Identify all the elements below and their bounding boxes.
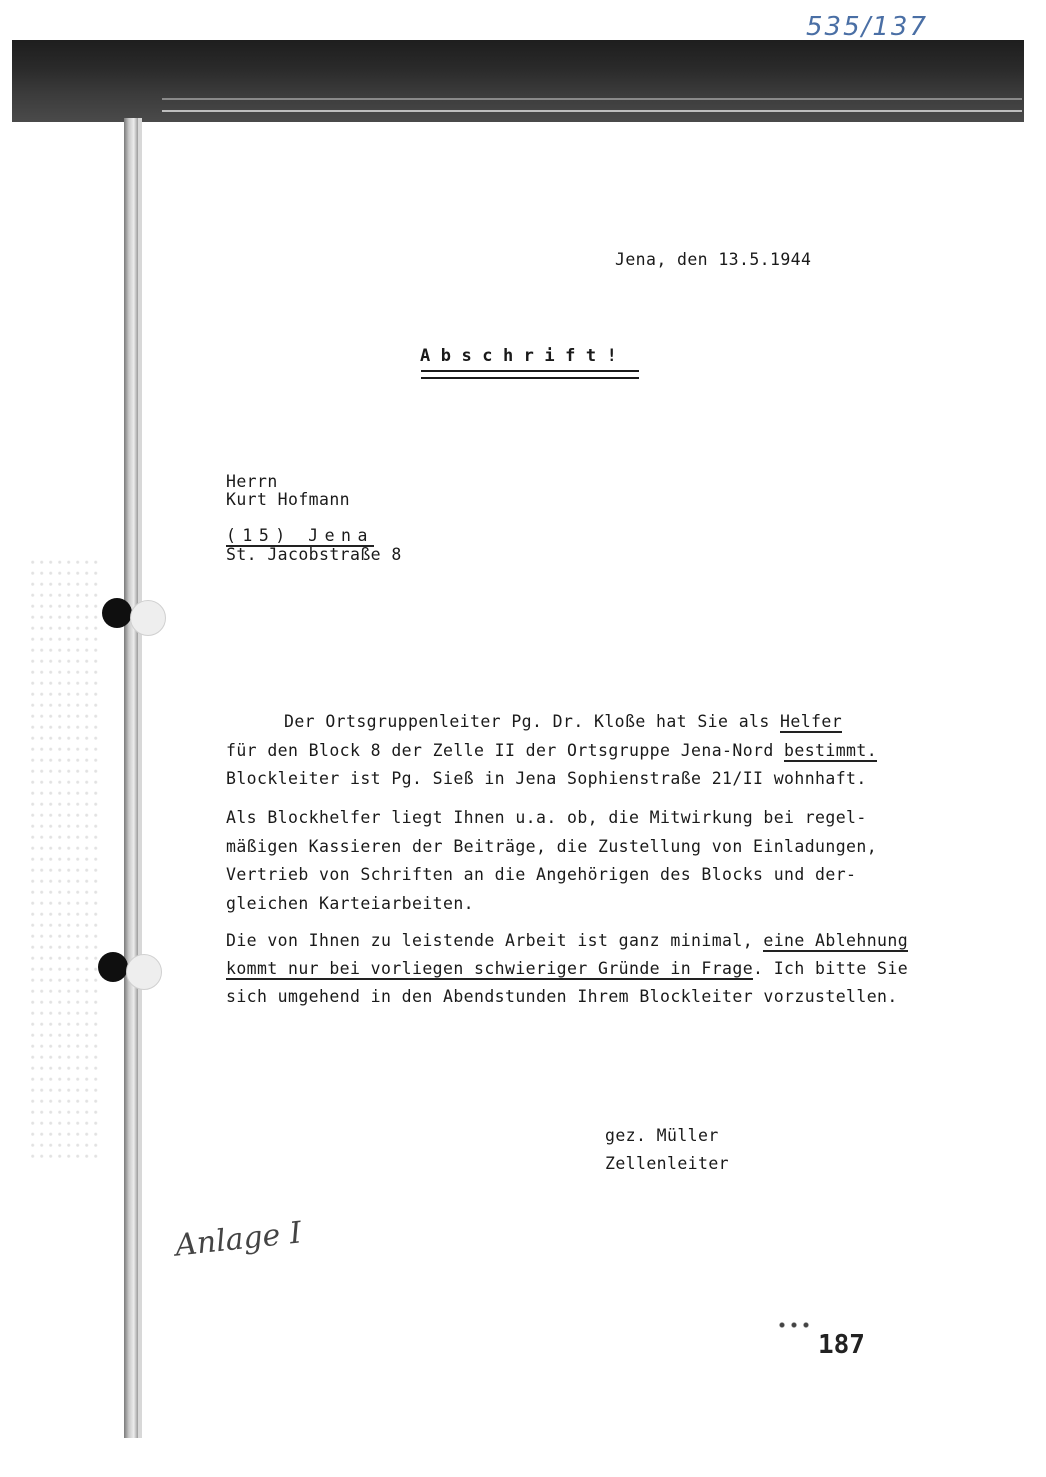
helfer-underlined: Helfer [780, 712, 843, 731]
punch-hole-ghost-top [130, 600, 166, 636]
heading-double-underline [421, 370, 639, 379]
recipient-salutation: Herrn [226, 472, 278, 491]
bestimmt-underlined: bestimmt. [784, 741, 878, 760]
body-p3-line1-text: Die von Ihnen zu leistende Arbeit ist ganz minimal, [226, 931, 764, 950]
body-p3-line2 [226, 959, 908, 978]
recipient-street: St. Jacobstraße 8 [226, 545, 402, 564]
body-p1-line2 [226, 741, 877, 760]
punch-hole-top [102, 598, 132, 628]
punch-hole-ghost-bottom [126, 954, 162, 990]
signature-name: gez. Müller [605, 1126, 719, 1145]
recipient-city-underlined: (15) Jena [226, 526, 374, 545]
body-p2-line1: Als Blockhelfer liegt Ihnen u.a. ob, die Mitwirkung bei regel- [226, 808, 867, 827]
body-p3-line2-text: . Ich bitte Sie [753, 959, 909, 978]
page-number-dots [776, 1322, 814, 1328]
body-p1-line3: Blockleiter ist Pg. Sieß in Jena Sophienstraße 21/II wohnhaft. [226, 769, 867, 788]
signature-title: Zellenleiter [605, 1154, 730, 1173]
date-line: Jena, den 13.5.1944 [615, 250, 812, 269]
punch-hole-bottom [98, 952, 128, 982]
gruende-underlined: kommt nur bei vorliegen schwieriger Gründe in Frage [226, 959, 754, 978]
binding-edge [124, 118, 138, 1438]
ablehnung-underlined: eine Ablehnung [763, 931, 909, 950]
recipient-city [226, 528, 374, 545]
recipient-name: Kurt Hofmann [226, 490, 351, 509]
body-p3-line3: sich umgehend in den Abendstunden Ihrem Blockleiter vorzustellen. [226, 987, 898, 1006]
body-p1-line1 [284, 712, 842, 731]
body-p3-line1 [226, 931, 908, 950]
archive-reference: 535/137 [806, 12, 929, 42]
scan-speckle [30, 560, 100, 1160]
page-number: 187 [818, 1330, 865, 1360]
binding-shadow [138, 118, 142, 1438]
body-p2-line4: gleichen Karteiarbeiten. [226, 894, 475, 913]
body-p1-line2-text: für den Block 8 der Zelle II der Ortsgruppe Jena-Nord [226, 741, 785, 760]
document-heading: Abschrift! [420, 346, 628, 366]
body-p2-line2: mäßigen Kassieren der Beiträge, die Zustellung von Einladungen, [226, 837, 878, 856]
body-p1-line1-text: Der Ortsgruppenleiter Pg. Dr. Kloße hat Sie als [284, 712, 781, 731]
body-p2-line3: Vertrieb von Schriften an die Angehörigen des Blocks und der- [226, 865, 857, 884]
scan-top-shadow [12, 40, 1024, 122]
handwritten-annotation: Anlage I [173, 1215, 304, 1264]
